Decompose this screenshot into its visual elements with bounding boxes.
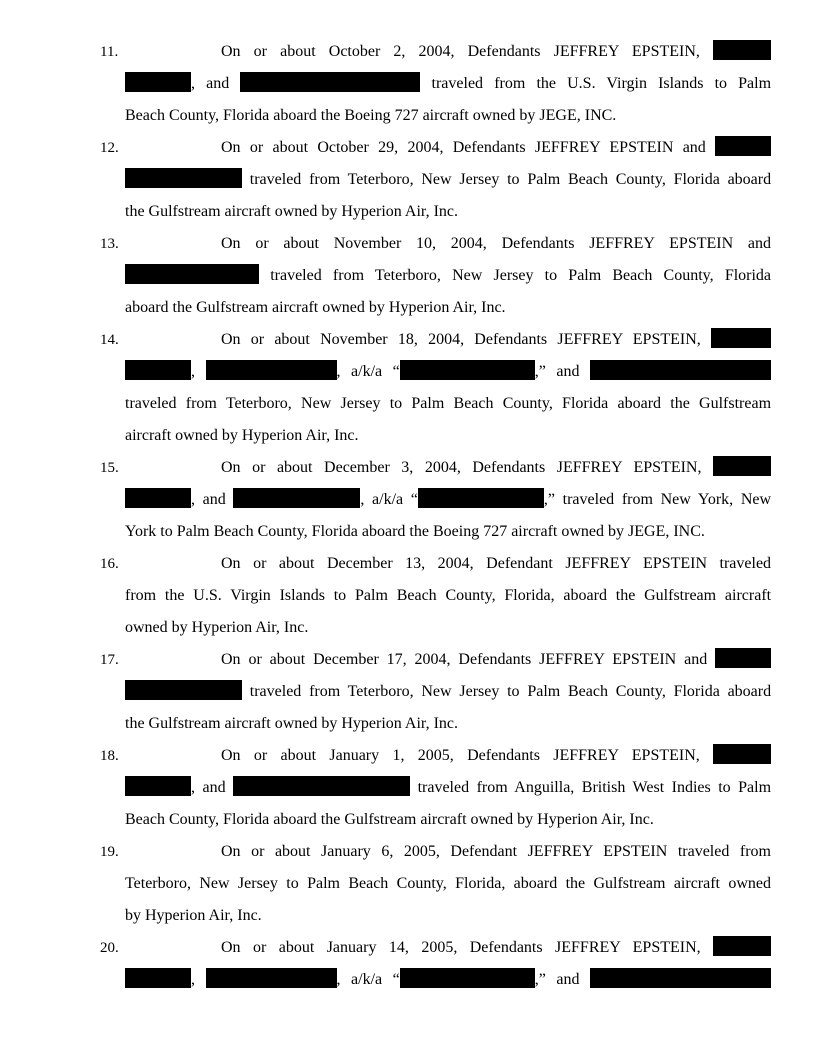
text-line: , and traveled from Anguilla, British West Indies to Palm bbox=[125, 776, 771, 800]
text-line: by Hyperion Air, Inc. bbox=[125, 907, 262, 924]
text-line: aircraft owned by Hyperion Air, Inc. bbox=[125, 427, 359, 444]
paragraph-number: 12. bbox=[100, 140, 119, 156]
text-line: On or about December 17, 2004, Defendants JEFFREY EPSTEIN and bbox=[221, 648, 771, 672]
redaction-bar bbox=[713, 40, 771, 60]
text-line: the Gulfstream aircraft owned by Hyperion Air, Inc. bbox=[125, 715, 459, 732]
text-line: , and traveled from the U.S. Virgin Islands to Palm bbox=[125, 72, 771, 96]
redaction-bar bbox=[590, 360, 771, 380]
redaction-bar bbox=[715, 136, 771, 156]
text-line: On or about December 3, 2004, Defendants JEFFREY EPSTEIN, bbox=[221, 456, 771, 480]
paragraph-number: 13. bbox=[100, 236, 119, 252]
redaction-bar bbox=[240, 72, 420, 92]
paragraph-number: 17. bbox=[100, 652, 119, 668]
text-line: On or about January 14, 2005, Defendants JEFFREY EPSTEIN, bbox=[221, 936, 771, 960]
text-line: Teterboro, New Jersey to Palm Beach County, Florida, aboard the Gulfstream aircraft owned bbox=[125, 875, 772, 892]
redaction-bar bbox=[233, 488, 360, 508]
paragraph-number: 18. bbox=[100, 748, 119, 764]
text-line: On or about January 6, 2005, Defendant JEFFREY EPSTEIN traveled from bbox=[221, 843, 771, 860]
redaction-bar bbox=[418, 488, 544, 508]
redaction-bar bbox=[125, 776, 191, 796]
text-line: On or about November 18, 2004, Defendants JEFFREY EPSTEIN, bbox=[221, 328, 771, 352]
text-line: Beach County, Florida aboard the Boeing 727 aircraft owned by JEGE, INC. bbox=[125, 107, 617, 124]
redaction-bar bbox=[400, 360, 535, 380]
paragraph-number: 20. bbox=[100, 940, 119, 956]
text-line: Beach County, Florida aboard the Gulfstream aircraft owned by Hyperion Air, Inc. bbox=[125, 811, 654, 828]
redaction-bar bbox=[125, 168, 242, 188]
redaction-bar bbox=[715, 648, 771, 668]
redaction-bar bbox=[125, 264, 259, 284]
text-line: On or about October 29, 2004, Defendants JEFFREY EPSTEIN and bbox=[221, 136, 771, 160]
text-line: traveled from Teterboro, New Jersey to Palm Beach County, Florida aboard bbox=[125, 680, 771, 704]
redaction-bar bbox=[206, 968, 337, 988]
redaction-bar bbox=[590, 968, 771, 988]
text-line: , , a/k/a “ ,” and bbox=[125, 968, 771, 992]
redaction-bar bbox=[206, 360, 337, 380]
redaction-bar bbox=[125, 488, 191, 508]
text-line: On or about December 13, 2004, Defendant JEFFREY EPSTEIN traveled bbox=[221, 555, 772, 572]
paragraph-number: 14. bbox=[100, 332, 119, 348]
text-line: , and , a/k/a “ ,” traveled from New York, New bbox=[125, 488, 771, 512]
text-line: York to Palm Beach County, Florida aboard the Boeing 727 aircraft owned by JEGE, INC. bbox=[125, 523, 705, 540]
text-line: from the U.S. Virgin Islands to Palm Beach County, Florida, aboard the Gulfstream aircraft bbox=[125, 587, 772, 604]
text-line: owned by Hyperion Air, Inc. bbox=[125, 619, 309, 636]
redaction-bar bbox=[711, 328, 771, 348]
redaction-bar bbox=[125, 360, 191, 380]
paragraph-number: 11. bbox=[100, 44, 119, 60]
text-line: the Gulfstream aircraft owned by Hyperion Air, Inc. bbox=[125, 203, 459, 220]
redaction-bar bbox=[233, 776, 410, 796]
text-line: On or about October 2, 2004, Defendants JEFFREY EPSTEIN, bbox=[221, 40, 771, 64]
paragraph-number: 19. bbox=[100, 844, 119, 860]
text-line: traveled from Teterboro, New Jersey to Palm Beach County, Florida aboard the Gulfstream bbox=[125, 395, 772, 412]
redaction-bar bbox=[713, 936, 771, 956]
redaction-bar bbox=[400, 968, 535, 988]
redaction-bar bbox=[713, 744, 771, 764]
text-line: On or about November 10, 2004, Defendants JEFFREY EPSTEIN and bbox=[221, 235, 772, 252]
redaction-bar bbox=[713, 456, 771, 476]
text-line: , , a/k/a “ ,” and bbox=[125, 360, 771, 384]
redaction-bar bbox=[125, 968, 191, 988]
redaction-bar bbox=[125, 680, 242, 700]
text-line: On or about January 1, 2005, Defendants JEFFREY EPSTEIN, bbox=[221, 744, 771, 768]
text-line: traveled from Teterboro, New Jersey to Palm Beach County, Florida bbox=[125, 264, 771, 288]
text-line: traveled from Teterboro, New Jersey to Palm Beach County, Florida aboard bbox=[125, 168, 771, 192]
redaction-bar bbox=[125, 72, 191, 92]
paragraph-number: 16. bbox=[100, 556, 119, 572]
text-line: aboard the Gulfstream aircraft owned by Hyperion Air, Inc. bbox=[125, 299, 506, 316]
paragraph-number: 15. bbox=[100, 460, 119, 476]
